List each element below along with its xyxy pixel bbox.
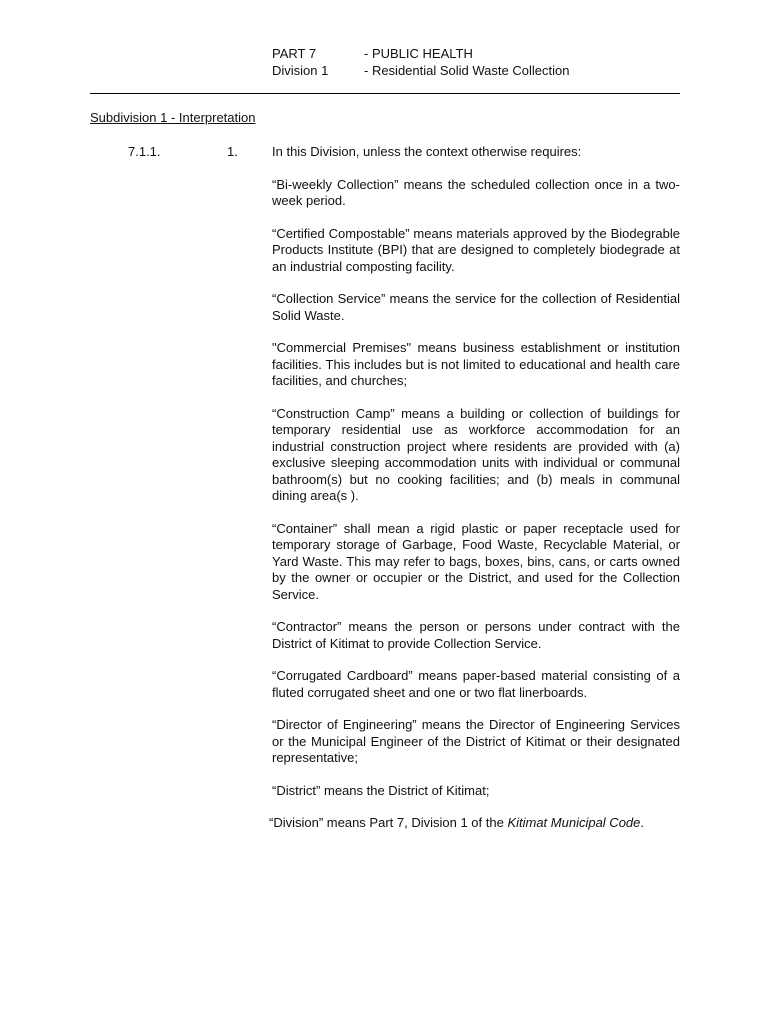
page-header (272, 46, 569, 80)
definition-contractor: “Contractor” means the person or persons under contract with the District of Kitimat to provide Collection Service. (272, 619, 680, 651)
definition-commercial-premises: "Commercial Premises" means business establishment or institution facilities. This includes but is not limited to educational and health care facilities, and churches; (272, 340, 680, 388)
subdivision-heading: Subdivision 1 - Interpretation (90, 110, 256, 125)
intro-text: In this Division, unless the context otherwise requires: (272, 144, 582, 159)
definition-division-prefix: “Division” means Part 7, Division 1 of the (269, 815, 508, 830)
subsection-number: 1. (227, 144, 238, 159)
part-title: - PUBLIC HEALTH (364, 46, 473, 61)
definition-director-of-engineering: “Director of Engineering” means the Director of Engineering Services or the Municipal Engineer of the District of Kitimat or their designated representative; (272, 717, 680, 765)
division-title: - Residential Solid Waste Collection (364, 63, 570, 78)
definition-division-code-title: Kitimat Municipal Code (507, 815, 641, 830)
definition-division-suffix: . (640, 815, 645, 830)
header-part-row (272, 46, 569, 63)
definition-certified-compostable: “Certified Compostable” means materials approved by the Biodegrable Products Institute (BPI) that are designed to completely biodegrade at an industrial composting facility. (272, 225, 680, 274)
definitions-body (269, 144, 680, 848)
definition-bi-weekly-collection: “Bi-weekly Collection” means the scheduled collection once in a two-week period. (272, 176, 680, 208)
division-label: Division 1 (272, 63, 329, 78)
part-label: PART 7 (272, 46, 317, 61)
header-division-row (272, 63, 569, 80)
section-number: 7.1.1. (128, 144, 161, 159)
definition-container: “Container” shall mean a rigid plastic or paper receptacle used for temporary storage of Garbage, Food Waste, Recyclable Material, or Yard Waste. This may refer to bags, boxes, bins, cans, or carts owned by the owner or occupier or the District, and used for the Collection Service. (272, 520, 680, 602)
definition-district: “District” means the District of Kitimat; (272, 782, 490, 798)
definition-division (269, 815, 680, 832)
definition-collection-service: “Collection Service” means the service for the collection of Residential Solid Waste. (272, 291, 680, 323)
definition-corrugated-cardboard: “Corrugated Cardboard” means paper-based material consisting of a fluted corrugated sheet and one or two flat linerboards. (272, 668, 680, 700)
header-divider (90, 93, 680, 94)
definition-construction-camp: “Construction Camp” means a building or collection of buildings for temporary residential use as workforce accommodation for an industrial construction project where residents are provided with (a) exclusive sleeping accommodation units with individual or communal bathroom(s) but no cooking facilities; and (b) meals in communal dining area(s ). (272, 405, 680, 503)
